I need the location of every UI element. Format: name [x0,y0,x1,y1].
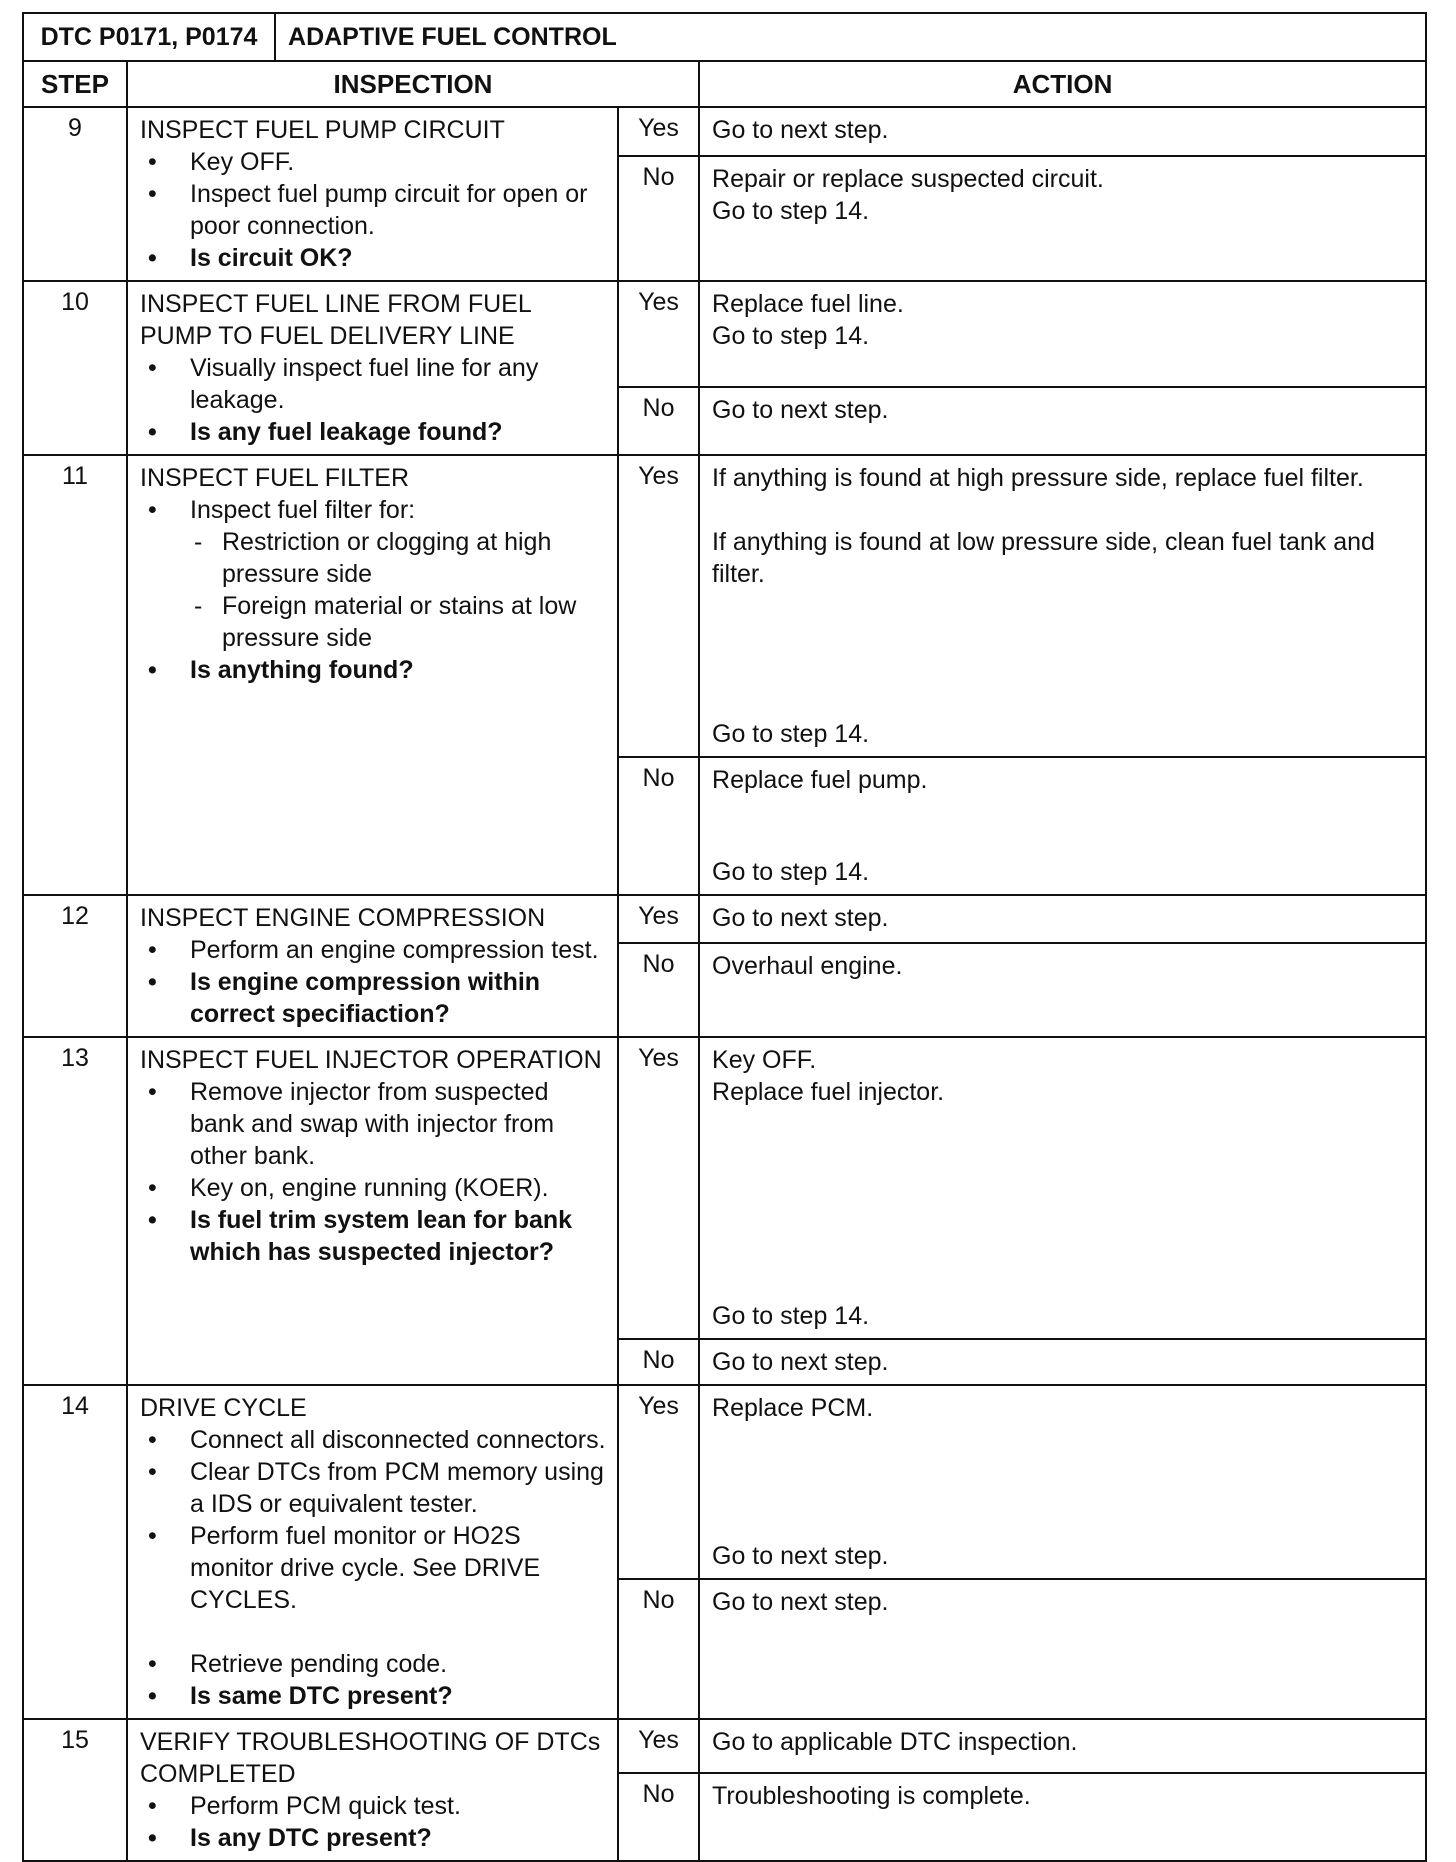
inspection-cell [127,281,618,455]
step-number: 14 [23,1385,127,1719]
yes-label: Yes [618,1385,699,1579]
question: • Is anything found? [140,654,607,686]
step-number: 10 [23,281,127,455]
inspection-cell [127,455,618,895]
action-line: Key OFF. [712,1046,817,1074]
action-line: Troubleshooting is complete. [712,1782,1031,1811]
yes-label: Yes [618,1719,699,1773]
yes-action [699,107,1426,156]
inspection-title: INSPECT ENGINE COMPRESSION [140,904,546,932]
yes-label: Yes [618,455,699,757]
inspection-title: VERIFY TROUBLESHOOTING OF DTCs COMPLETED [140,1728,601,1788]
column-header-row [23,61,1426,107]
question: • Is same DTC present? [140,1680,607,1712]
bullet: • Perform an engine compression test. [140,934,607,966]
action-line: Go to step 14. [712,858,870,886]
dtc-code: DTC P0171, P0174 [23,13,275,61]
no-action [699,1773,1426,1861]
no-action [699,757,1426,895]
action-line: Go to next step. [712,1541,889,1570]
yes-label: Yes [618,281,699,387]
question: • Is any fuel leakage found? [140,416,607,448]
no-label: No [618,1773,699,1861]
sub-bullet: - Foreign material or stains at low pressure side [190,590,607,654]
no-action [699,387,1426,455]
action-line: Overhaul engine. [712,952,903,981]
step-number: 9 [23,107,127,281]
action-line: Go to step 14. [712,720,870,748]
no-label: No [618,1339,699,1385]
bullet: • Perform fuel monitor or HO2S monitor drive cycle. See DRIVE CYCLES. [140,1520,607,1616]
inspection-title: DRIVE CYCLE [140,1394,307,1422]
question: • Is circuit OK? [140,242,607,274]
bullet-text: Inspect fuel filter for: [190,496,416,524]
no-action [699,1339,1426,1385]
action-line: Go to next step. [712,116,889,144]
inspection-cell [127,1037,618,1385]
action-line: Replace PCM. [712,1394,874,1422]
question: • Is fuel trim system lean for bank which has suspected injector? [140,1204,607,1268]
bullet [140,494,607,654]
yes-action [699,1385,1426,1579]
yes-action [699,455,1426,757]
yes-action [699,1719,1426,1773]
inspection-cell [127,107,618,281]
step-number: 13 [23,1037,127,1385]
yes-action [699,1037,1426,1339]
step-row-yes [23,1719,1426,1773]
action-line: Repair or replace suspected circuit. [712,165,1104,194]
header-row [23,13,1426,61]
no-action [699,943,1426,1037]
inspection-cell [127,1385,618,1719]
action-line: If anything is found at low pressure side, clean fuel tank and filter. [712,528,1375,588]
bullet: • Clear DTCs from PCM memory using a IDS or equivalent tester. [140,1456,607,1520]
bullet: • Key OFF. [140,146,607,178]
question: • Is any DTC present? [140,1822,607,1854]
procedure-table [22,12,1427,1862]
inspection-cell [127,895,618,1037]
no-label: No [618,156,699,281]
step-row-yes [23,1037,1426,1339]
col-action: ACTION [699,61,1426,107]
step-row-yes [23,1385,1426,1579]
step-row-yes [23,107,1426,156]
action-line: Replace fuel line. [712,290,904,318]
procedure-title: ADAPTIVE FUEL CONTROL [275,13,1426,61]
yes-label: Yes [618,107,699,156]
yes-label: Yes [618,895,699,943]
action-line: Go to next step. [712,1587,889,1616]
yes-action [699,281,1426,387]
step-number: 11 [23,455,127,895]
action-line: Go to next step. [712,1348,889,1376]
no-label: No [618,757,699,895]
action-line: If anything is found at high pressure side, replace fuel filter. [712,464,1364,492]
no-label: No [618,943,699,1037]
action-line: Go to step 14. [712,197,870,226]
step-number: 12 [23,895,127,1037]
yes-label: Yes [618,1037,699,1339]
no-action [699,1579,1426,1720]
action-line: Go to step 14. [712,322,870,350]
bullet: • Connect all disconnected connectors. [140,1424,607,1456]
action-line: Go to applicable DTC inspection. [712,1728,1078,1756]
no-action [699,156,1426,281]
action-line: Replace fuel pump. [712,766,928,794]
col-step: STEP [23,61,127,107]
no-label: No [618,387,699,455]
inspection-cell [127,1719,618,1861]
bullet: • Retrieve pending code. [140,1648,607,1680]
step-number: 15 [23,1719,127,1861]
no-label: No [618,1579,699,1720]
action-line: Go to next step. [712,396,889,425]
action-line: Go to step 14. [712,1302,870,1330]
inspection-title: INSPECT FUEL INJECTOR OPERATION [140,1046,602,1074]
col-inspection: INSPECTION [127,61,699,107]
bullet: • Remove injector from suspected bank and swap with injector from other bank. [140,1076,607,1172]
bullet: • Key on, engine running (KOER). [140,1172,607,1204]
question: • Is engine compression within correct specifiaction? [140,966,607,1030]
bullet: • Perform PCM quick test. [140,1790,607,1822]
step-row-yes [23,455,1426,757]
sub-bullet: - Restriction or clogging at high pressure side [190,526,607,590]
inspection-title: INSPECT FUEL FILTER [140,464,410,492]
action-line: Replace fuel injector. [712,1078,945,1106]
yes-action [699,895,1426,943]
bullet: • Visually inspect fuel line for any leakage. [140,352,607,416]
bullet: • Inspect fuel pump circuit for open or poor connection. [140,178,607,242]
step-row-yes [23,895,1426,943]
action-line: Go to next step. [712,904,889,932]
procedure-document [22,12,1425,1862]
inspection-title: INSPECT FUEL LINE FROM FUEL PUMP TO FUEL DELIVERY LINE [140,290,531,350]
step-row-yes [23,281,1426,387]
inspection-title: INSPECT FUEL PUMP CIRCUIT [140,116,505,144]
